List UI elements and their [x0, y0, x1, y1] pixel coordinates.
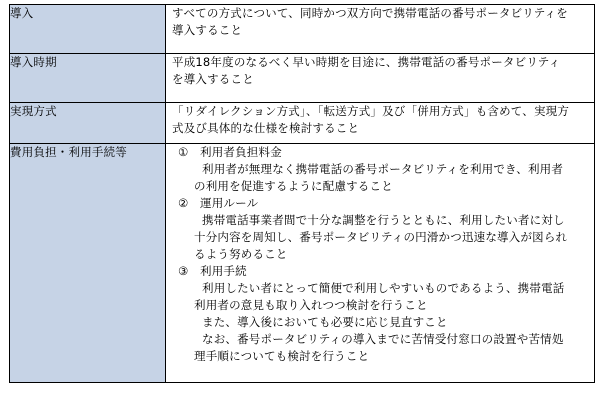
- item-heading: [166, 263, 594, 280]
- content-line: るよう努めること: [194, 247, 288, 261]
- content-line: の利用を促進するように配慮すること: [194, 179, 393, 193]
- item-marker: ③: [178, 264, 189, 278]
- row-label: 導入: [10, 5, 166, 54]
- row-content: [166, 103, 595, 144]
- content-line: 理手順についても検討を行うこと: [194, 349, 370, 363]
- table-row: [10, 103, 595, 144]
- table-row: [10, 5, 595, 54]
- row-content: [166, 144, 595, 383]
- item-title: 利用手続: [200, 264, 247, 278]
- table-row: [10, 144, 595, 383]
- table-row: [10, 54, 595, 103]
- content-line: 利用したい者にとって簡便で利用しやすいものであるよう、携帯電話: [202, 281, 565, 295]
- item-heading: [166, 195, 594, 212]
- row-content: [166, 54, 595, 103]
- row-label: 実現方式: [10, 103, 166, 144]
- content-line: なお、番号ポータビリティの導入までに苦情受付窓口の設置や苦情処: [202, 332, 564, 346]
- content-line: 利用者の意見も取り入れつつ検討を行うこと: [194, 298, 428, 312]
- row-content: [166, 5, 595, 54]
- requirements-table: [9, 4, 595, 383]
- content-line: 式及び具体的な仕様を検討すること: [172, 121, 360, 135]
- content-line: 「リダイレクション方式」、「転送方式」及び「併用方式」も含めて、実現方: [172, 104, 570, 118]
- content-line: を導入すること: [172, 72, 254, 86]
- row-label: 費用負担・利用手続等: [10, 144, 166, 383]
- content-line: 導入すること: [172, 23, 243, 37]
- item-marker: ②: [178, 196, 189, 210]
- item-title: 運用ルール: [200, 196, 259, 210]
- content-line: 平成18年度のなるべく早い時期を目途に、携帯電話の番号ポータビリティ: [172, 55, 561, 69]
- item-marker: ①: [178, 145, 189, 159]
- content-line: すべての方式について、同時かつ双方向で携帯電話の番号ポータビリティを: [172, 6, 568, 20]
- content-line: 利用者が無理なく携帯電話の番号ポータビリティを利用でき、利用者: [202, 162, 564, 176]
- item-title: 利用者負担料金: [200, 145, 282, 159]
- item-heading: [166, 144, 594, 161]
- content-line: 十分内容を周知し、番号ポータビリティの円滑かつ迅速な導入が図られ: [194, 230, 568, 244]
- row-label: 導入時期: [10, 54, 166, 103]
- content-line: 携帯電話事業者間で十分な調整を行うとともに、利用したい者に対し: [202, 213, 565, 227]
- content-line: また、導入後においても必要に応じ見直すこと: [202, 315, 448, 329]
